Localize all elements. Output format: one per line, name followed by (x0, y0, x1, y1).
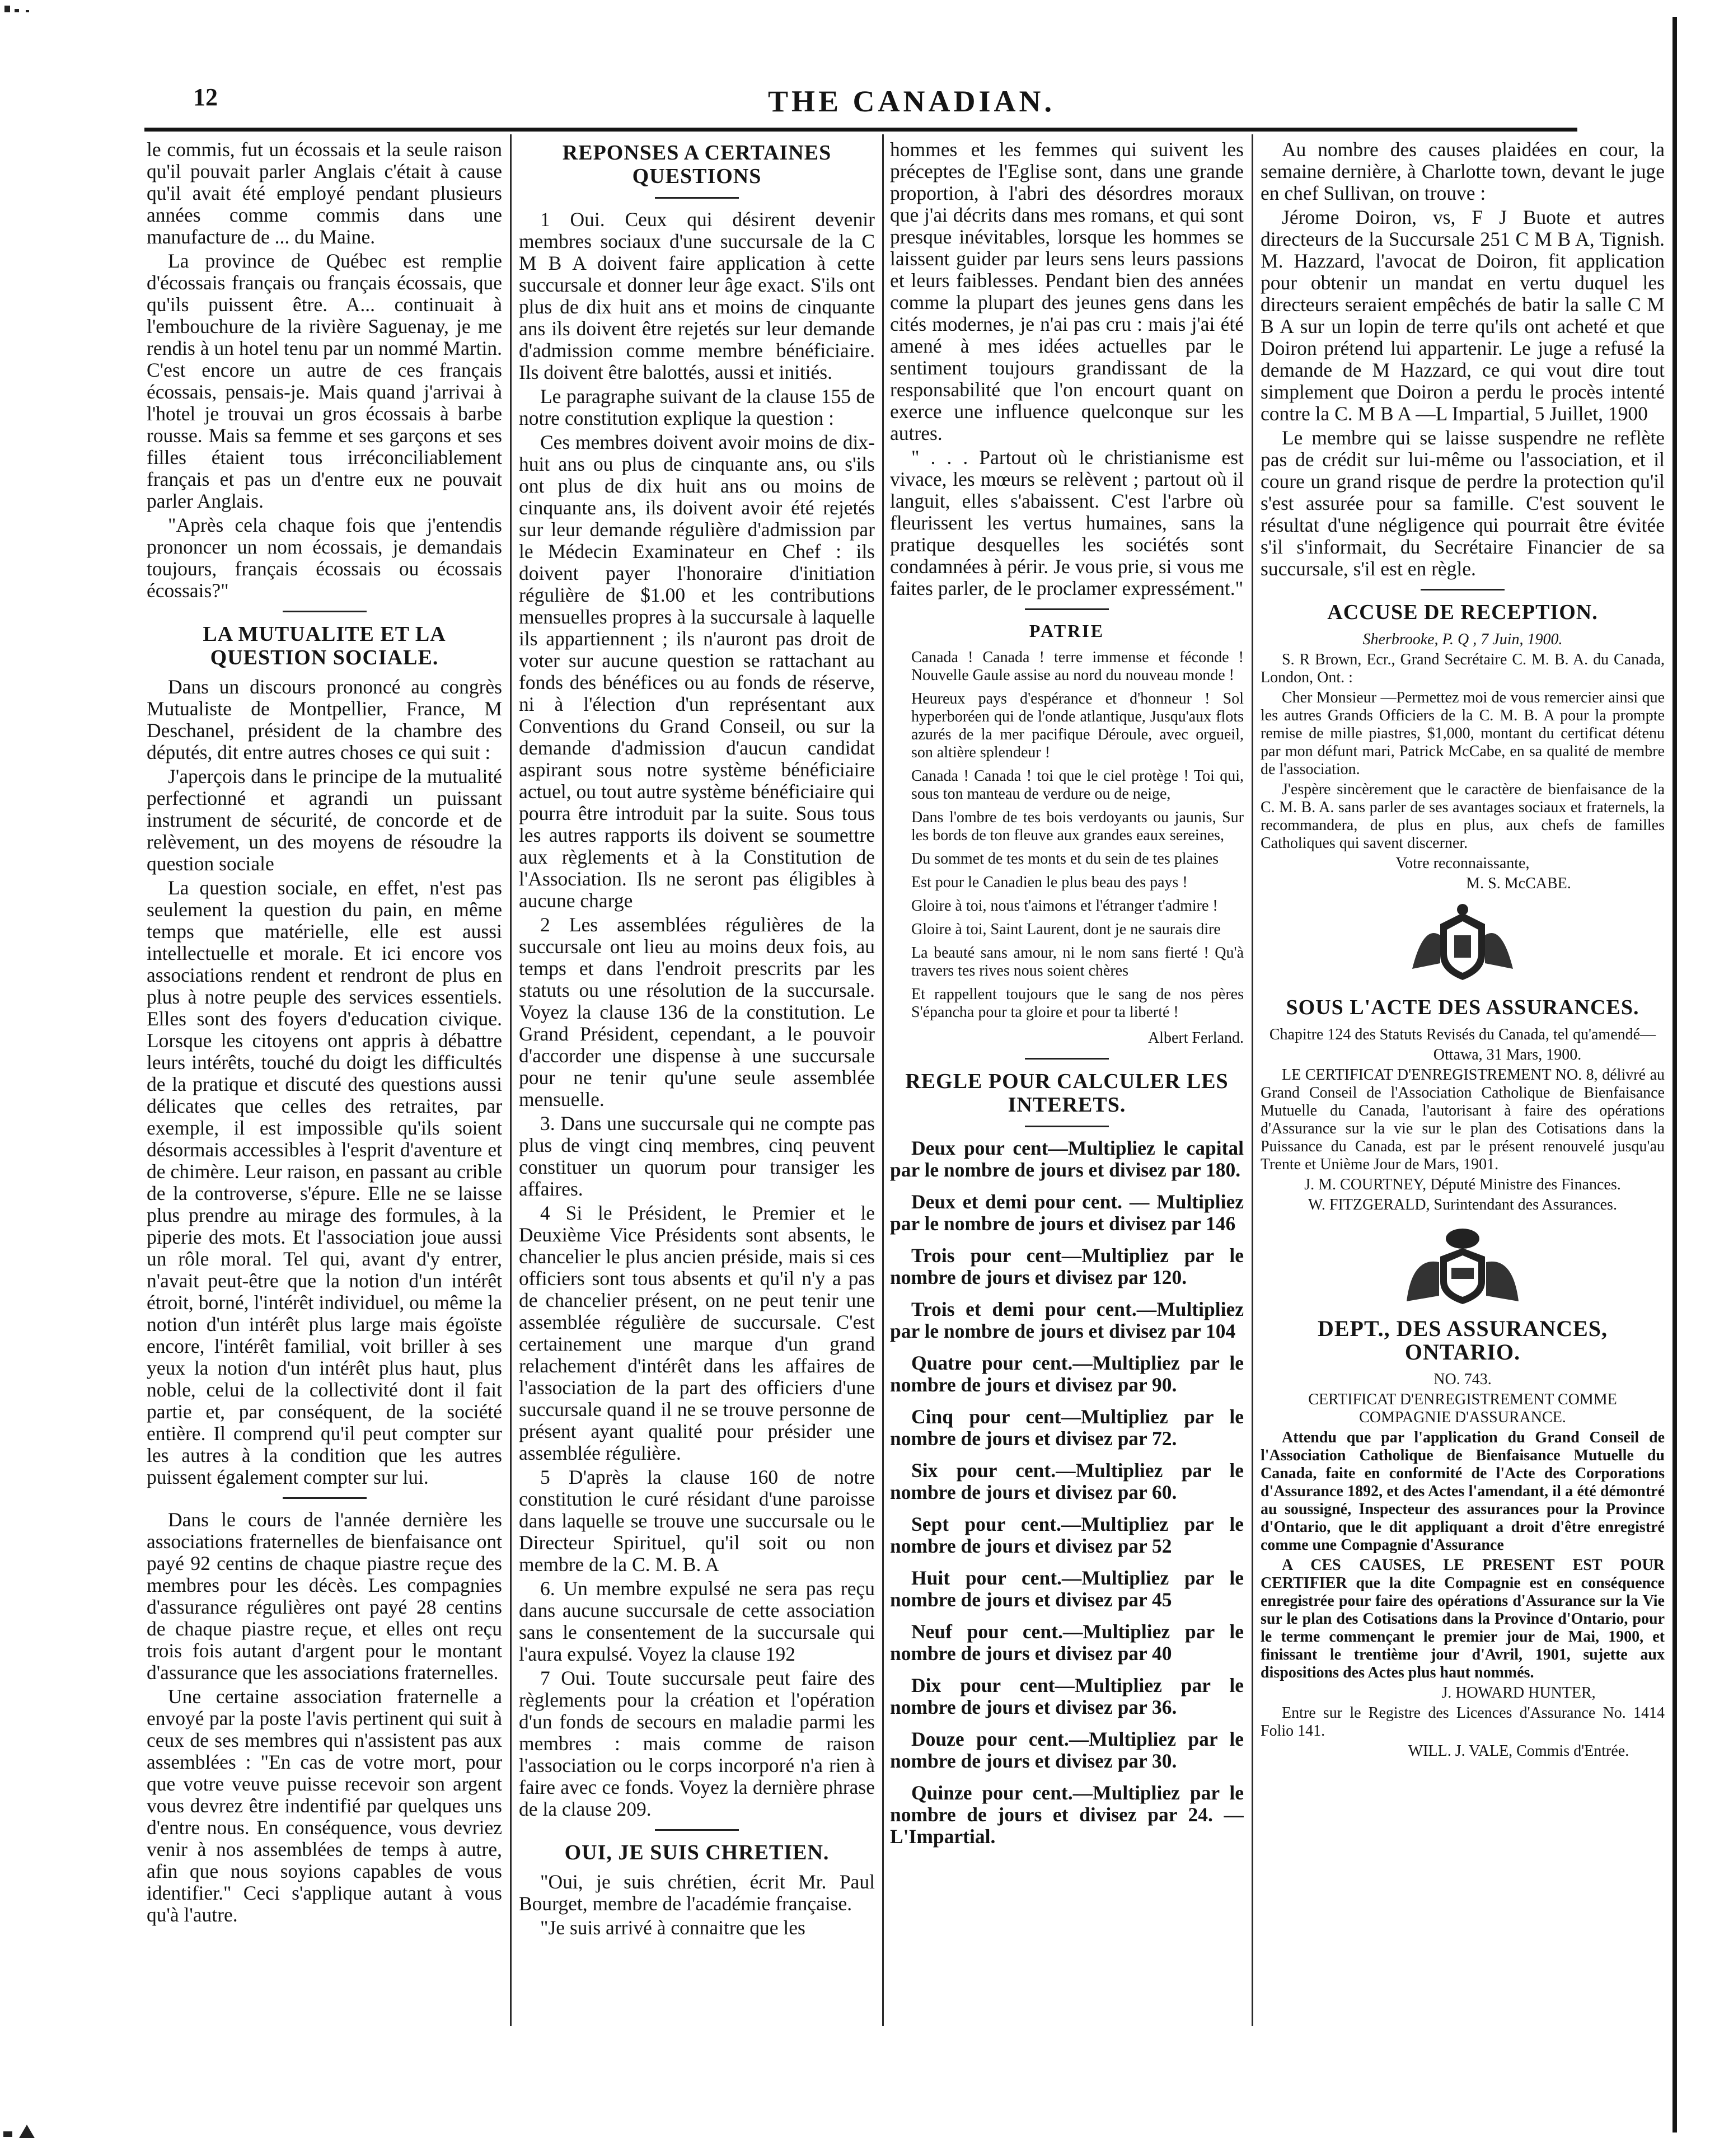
poem (890, 649, 1244, 1049)
interest-rule: Cinq pour cent—Multipliez par le nombre de jours et divisez par 72. (890, 1405, 1244, 1450)
col2-paragraph: 2 Les assemblées régulières de la succursale ont lieu au moins deux fois, au temps et dans l'endroit prescrits par les statuts ou une résolution de la succursale. Voyez la clause 136 de la constitution. Le Grand Président, cependant, a le pouvoir d'accorder une dispense à une succursale pour ne tenir qu'une seule assemblée mensuelle. (519, 913, 875, 1110)
act-date: Ottawa, 31 Mars, 1900. (1433, 1046, 1582, 1063)
separator (283, 1497, 367, 1499)
col1-paragraph: La province de Québec est remplie d'écossais français ou français écossais, que qu'ils puissent être. A... continuait à l'embouchure de la rivière Saguenay, je me rendis à un hotel tenu par un nommé Martin. C'est encore un autre de ces français écossais, pensais-je. Mais quand j'arrivai à l'hotel je trouvai un gros écossais à barbe rousse. Mais sa femme et ses garçons et ses filles étaient tous irréconciliablement français et pas un d'entre eux ne pouvait parler Anglais. (147, 250, 502, 512)
masthead-title: THE CANADIAN. (768, 85, 1056, 118)
act-subtitle: Chapitre 124 des Statuts Revisés du Canada, tel qu'amendé— (1269, 1026, 1656, 1043)
col2-paragraph: Ces membres doivent avoir moins de dix-huit ans ou plus de cinquante ans, ou s'ils ont plus de dix huit ans ou moins de cinquante ans, ils doivent avoir été rejetés sur leur demande régulière d'admission par le Médecin Examinateur en Chef : ils doivent payer l'honoraire d'initiation régulière de $1.00 et les contributions mensuelles propres à la succursale à laquelle ils appartiennent ; ils n'auront pas droit de voter sur aucune question se rattachant au fonds des bénéfices ou au fonds de réserve, ni à l'élection d'un représentant aux Conventions du Grand Conseil, ou sur la demande d'admission d'aucun candidat aspirant sous notre système bénéficiaire actuel, ou tout autre système bénéficiaire qui pourra être introduit par la suite. Sous tous les autres rapports ils doivent se soumettre aux règlements et à la Constitution de l'Association. Ils ne seront pas éligibles à aucune charge (519, 431, 875, 912)
certificate-signature-1: J. HOWARD HUNTER, (1441, 1684, 1596, 1702)
interest-rule: Deux pour cent—Multipliez le capital par le nombre de jours et divisez par 180. (890, 1137, 1244, 1181)
act-signature-1: J. M. COURTNEY, Député Ministre des Finances. (1304, 1176, 1621, 1193)
col2-paragraph: "Je suis arrivé à connaitre que les (540, 1916, 805, 1939)
interest-rule: Douze pour cent.—Multipliez par le nombre de jours et divisez par 30. (890, 1728, 1244, 1772)
poem-stanza: Est pour le Canadien le plus beau des pays ! (911, 874, 1188, 891)
col1-paragraph: "Après cela chaque fois que j'entendis prononcer un nom écossais, je demandais toujours, français écossais ou écossais écossais?" (147, 514, 502, 602)
article-heading-interets: REGLE POUR CALCULER LES INTERETS. (905, 1070, 1229, 1117)
col2-paragraph: 3. Dans une succursale qui ne compte pas plus de vingt cinq membres, cinq peuvent constituer un quorum pour transiger les affaires. (519, 1112, 875, 1200)
column-4 (1261, 139, 1665, 2042)
article-heading-chretien: OUI, JE SUIS CHRETIEN. (564, 1841, 830, 1864)
letter-signature: M. S. McCABE. (1466, 875, 1571, 892)
certificate-signature-2: WILL. J. VALE, Commis d'Entrée. (1408, 1742, 1629, 1760)
poem-stanza: Dans l'ombre de tes bois verdoyants ou jaunis, Sur les bords de ton fleuve aux grandes eaux sereines, (911, 809, 1244, 844)
letter-addressee: S. R Brown, Ecr., Grand Secrétaire C. M. B. A. du Canada, London, Ont. : (1261, 651, 1665, 686)
col1-paragraph: Dans le cours de l'année dernière les associations fraternelles de bienfaisance ont payé 92 centins de chaque piastre reçue des membres pour les décès. Les compagnies d'assurance régulières ont payé 28 centins de chaque piastre reçue, et elles ont reçu trois fois autant d'argent pour le montant d'assurance que les associations fraternelles. (147, 1508, 502, 1684)
scan-mark-top-left (3, 3, 37, 20)
certificate-paragraph: Attendu que par l'application du Grand Conseil de l'Association Catholique de Bienfaisance Mutuelle du Canada, faite en conformité de l'Acte des Corporations d'Assurance 1892, et des Actes l'amendant, il a été démontré au soussigné, Inspecteur des assurances pour la Province d'Ontario, que le dit appliquant a droit d'être enregistré comme une Compagnie d'Assurance (1261, 1429, 1665, 1554)
col2-paragraph: 6. Un membre expulsé ne sera pas reçu dans aucune succursale de cette association sans le consentement de la succursale qui l'aura expulsé. Voyez la clause 192 (519, 1577, 875, 1665)
article-heading-mutualite: LA MUTUALITE ET LA QUESTION SOCIALE. (203, 622, 446, 669)
certificate-paragraph: A CES CAUSES, LE PRESENT EST POUR CERTIFIER que la dite Compagnie est en conséquence enregistrée pour faire des opérations d'Assurance sur la Vie sur le plan des Cotisations dans la Province d'Ontario, pour le terme commençant le premier jour de Mai, 1900, et finissant le trentième jour d'Avril, 1901, sujette aux dispositions des Actes plus haut nommés. (1261, 1557, 1665, 1681)
interest-rule: Trois pour cent—Multipliez par le nombre de jours et divisez par 120. (890, 1244, 1244, 1288)
act-signature-2: W. FITZGERALD, Surintendant des Assurances. (1308, 1196, 1617, 1213)
separator (655, 197, 739, 199)
separator (1421, 589, 1505, 590)
poem-stanza: La beauté sans amour, ni le nom sans fierté ! Qu'à travers tes rives nous soient chères (911, 944, 1244, 979)
separator (1025, 1126, 1109, 1127)
insurance-act-notice (1261, 1026, 1665, 1214)
col2-paragraph: 7 Oui. Toute succursale peut faire des règlements pour la création et l'opération d'un fonds de secours en maladie parmi les membres : mais comme de raison l'association ou le corps incorporé n'a rien à faire avec ce fonds. Voyez la dernière phrase de la clause 209. (519, 1667, 875, 1820)
letter-paragraph: Cher Monsieur —Permettez moi de vous remercier ainsi que les autres Grands Officiers de la C. M. B. A pour la prompte remise de mille piastres, $1,000, montant du certificat détenu par mon défunt mari, Patrick McCabe, en sa qualité de membre de l'association. (1261, 689, 1665, 778)
interest-rule: Sept pour cent.—Multipliez par le nombre de jours et divisez par 52 (890, 1513, 1244, 1557)
certificate-title: CERTIFICAT D'ENREGISTREMENT COMME COMPAGNIE D'ASSURANCE. (1308, 1391, 1617, 1426)
interest-rule: Quinze pour cent.—Multipliez par le nombre de jours et divisez par 24. — L'Impartial. (890, 1782, 1244, 1848)
page-number: 12 (193, 83, 218, 111)
ontario-certificate (1261, 1371, 1665, 1760)
right-edge-rule (1672, 17, 1677, 2132)
poem-stanza: Du sommet de tes monts et du sein de tes plaines (911, 850, 1219, 868)
certificate-registration: Entre sur le Registre des Licences d'Assurance No. 1414 Folio 141. (1261, 1704, 1665, 1740)
col3-paragraph: " . . . Partout où le christianisme est vivace, les mœurs se relèvent ; partout où il languit, elles s'abaissent. C'est l'arbre où fleurissent les vertus humaines, sans la pratique desquelles les sociétés sont condamnées à périr. Je vous prie, si vous me faites parler, de le proclamer expressément." (890, 446, 1244, 599)
ontario-coat-of-arms-emblem (1395, 1223, 1530, 1307)
separator (283, 611, 367, 612)
col1-paragraph: Dans un discours prononcé au congrès Mutualiste de Montpellier, France, M Deschanel, président de la chambre des députés, dit entre autres choses ce qui suit : (147, 676, 502, 763)
column-rule-3 (1252, 134, 1253, 2026)
interest-rule: Huit pour cent.—Multipliez par le nombre de jours et divisez par 45 (890, 1567, 1244, 1611)
poem-stanza: Heureux pays d'espérance et d'honneur ! Sol hyperboréen qui de l'onde atlantique, Jusqu'aux flots azurés de la mer pacifique Déroule, avec orgueil, son altière splendeur ! (911, 690, 1244, 761)
col4-paragraph: Au nombre des causes plaidées en cour, la semaine dernière, à Charlotte town, devant le juge en chef Sullivan, on trouve : (1261, 139, 1665, 204)
interest-rule: Dix pour cent—Multipliez par le nombre de jours et divisez par 36. (890, 1674, 1244, 1718)
poem-stanza: Canada ! Canada ! terre immense et féconde ! Nouvelle Gaule assise au nord du nouveau monde ! (911, 649, 1244, 684)
header-rule (144, 128, 1577, 132)
separator (1025, 1058, 1109, 1060)
interest-rule: Six pour cent.—Multipliez par le nombre de jours et divisez par 60. (890, 1459, 1244, 1503)
col2-paragraph: 4 Si le Président, le Premier et le Deuxième Vice Présidents sont absents, le chancelier le plus ancien préside, mais si ces officiers sont tous absents et qu'il n'y a pas de chancelier présent, on ne peut tenir une assemblée régulière de succursale. C'est certainement une marque d'un grand relachement d'intérêt dans les affaires de l'association de la part des officiers d'une succursale quand il ne se trouve personne de présent ayant qualité pour présider une assemblée régulière. (519, 1202, 875, 1464)
poem-title: PATRIE (1029, 621, 1105, 641)
col1-paragraph: La question sociale, en effet, n'est pas seulement la question du pain, en même temps que matérielle, elle est aussi intellectuelle et morale. Et ici encore vos associations rendent et rendront de plus en plus à notre peuple des services essentiels. Elles sont des foyers d'education civique. Lorsque les citoyens ont appris à débattre leurs intérêts, touché du doigt les difficultés de la pratique et discuté des questions aussi délicates que celles des retraites, par exemple, il est impossible qu'ils soient désormais accessibles à l'esprit d'aventure et de chimère. Leur raison, en passant au crible de la controverse, s'épure. Elle ne se laisse plus prendre au mirage des formules, à la piperie des mots. Et l'association joue aussi un rôle moral. Tel qui, avant d'y entrer, n'avait peut-être que la notion d'un intérêt étroit, borné, l'intérêt individuel, ou même la notion d'un intérêt plus large mais égoïste encore, l'intérêt familial, voit briller à ses yeux la notion d'un intérêt plus haut, plus noble, celui de la collectivité dont il fait partie et, par conséquent, de la société entière. Il comprend qu'il peut compter sur les autres à la condition que les autres puissent également compter sur lui. (147, 877, 502, 1488)
col2-paragraph: 5 D'après la clause 160 de notre constitution le curé résidant d'une paroisse dans laquelle se trouve une succursale ou le Directeur Spirituel, qu'il soit ou non membre de la C. M. B. A (519, 1466, 875, 1576)
interest-rule: Quatre pour cent.—Multipliez par le nombre de jours et divisez par 90. (890, 1352, 1244, 1396)
poem-signature: Albert Ferland. (1147, 1029, 1244, 1047)
interest-rule: Neuf pour cent.—Multipliez par le nombre de jours et divisez par 40 (890, 1620, 1244, 1665)
coat-of-arms-emblem (1401, 902, 1524, 986)
letter-paragraph: J'espère sincèrement que le caractère de bienfaisance de la C. M. B. A. sans parler de ses avantages sociaux et fraternels, la recommandera, de plus en plus, aux chefs de familles Catholiques qui savent discerner. (1261, 781, 1665, 852)
col4-paragraph: Le membre qui se laisse suspendre ne reflète pas de crédit sur lui-même ou l'association, et il coure un grand risque de perdre la protection qu'il s'est assurée pour sa famille. C'est souvent le résultat d'une négligence qui pourrait être évitée s'il s'informait, du Secrétaire Financier de sa succursale, s'il est en règle. (1261, 426, 1665, 580)
letter-close: Votre reconnaissante, (1395, 855, 1530, 872)
letter-dateline: Sherbrooke, P. Q , 7 Juin, 1900. (1362, 631, 1563, 648)
col1-paragraph: Une certaine association fraternelle a envoyé par la poste l'avis pertinent qui suit à ceux de ses membres qui n'assistent pas aux assemblées : "En cas de votre mort, pour que votre veuve puisse recevoir son argent vous devrez être indentifié par quelques uns d'entre nous. En conséquence, vous devriez venir à nos assemblées de temps à autre, afin que nous soyions capables de vous identifier." Ceci s'applique autant à vous qu'à l'autre. (147, 1685, 502, 1926)
article-heading-accuse: ACCUSE DE RECEPTION. (1327, 601, 1598, 624)
certificate-number: NO. 743. (1433, 1371, 1492, 1388)
article-heading-assurances: SOUS L'ACTE DES ASSURANCES. (1286, 996, 1639, 1019)
interest-rule: Trois et demi pour cent.—Multipliez par le nombre de jours et divisez par 104 (890, 1298, 1244, 1342)
article-heading-reponses: REPONSES A CERTAINES QUESTIONS (562, 141, 832, 188)
poem-stanza: Canada ! Canada ! toi que le ciel protège ! Toi qui, sous ton manteau de verdure ou de neige, (911, 767, 1244, 803)
interest-rule: Deux et demi pour cent. — Multipliez par le nombre de jours et divisez par 146 (890, 1191, 1244, 1235)
separator (655, 1829, 739, 1831)
col1-paragraph: J'aperçois dans le principe de la mutualité perfectionné et agrandi un puissant instrument de sécurité, de concorde et de relèvement, un des moyens de résoudre la question sociale (147, 765, 502, 875)
col2-paragraph: Le paragraphe suivant de la clause 155 de notre constitution explique la question : (519, 385, 875, 429)
scan-mark-bottom-left (2, 2121, 47, 2144)
col2-paragraph: "Oui, je suis chrétien, écrit Mr. Paul Bourget, membre de l'académie française. (519, 1871, 875, 1915)
separator (1025, 608, 1109, 610)
col1-paragraph: le commis, fut un écossais et la seule raison qu'il pouvait parler Anglais c'était à cause qu'il avait été employé pendant plusieurs années comme commis dans une manufacture de ... du Maine. (147, 139, 502, 248)
col3-paragraph: hommes et les femmes qui suivent les préceptes de l'Eglise sont, dans une grande proportion, à l'abri des désordres moraux que j'ai décrits dans mes romans, et qui sont presque inévitables, lorsque les hommes se laissent guider par leurs sens leurs passions et leurs faiblesses. Pendant bien des années comme la plupart des jeunes gens dans les cités modernes, je n'ai pas cru : mais j'ai été amené à mes idées actuelles par le sentiment toujours grandissant de la responsabilité que l'on encourt quant on exerce une influence quelconque sur les autres. (890, 139, 1244, 444)
poem-stanza: Et rappellent toujours que le sang de nos pères S'épancha pour ta gloire et pour ta liberté ! (911, 986, 1244, 1021)
article-heading-ontario: DEPT., DES ASSURANCES, ONTARIO. (1317, 1316, 1608, 1365)
column-rule-1 (510, 134, 512, 2026)
poem-stanza: Gloire à toi, nous t'aimons et l'étranger t'admire ! (911, 897, 1218, 915)
column-2 (519, 139, 875, 2042)
act-body: LE CERTIFICAT D'ENREGISTREMENT NO. 8, délivré au Grand Conseil de l'Association Catholique de Bienfaisance Mutuelle du Canada, l'autorisant à faire des opérations d'Assurance sur la vie sur le plan des Cotisations dans la Puissance du Canada, est par le présent renouvelé jusqu'au Trente et Unième Jour de Mars, 1901. (1261, 1066, 1665, 1173)
column-1 (147, 139, 502, 2042)
column-rule-2 (882, 134, 884, 2026)
poem-stanza: Gloire à toi, Saint Laurent, dont je ne saurais dire (911, 921, 1221, 938)
accuse-letter (1261, 631, 1665, 893)
col2-paragraph: 1 Oui. Ceux qui désirent devenir membres sociaux d'une succursale de la C M B A doivent faire application à cette succursale et donner leur âge exact. S'ils ont plus de dix huit ans et moins de cinquante ans ils doivent être rejetés sur leur demande d'admission comme membre bénéficiaire. Ils doivent être balottés, aussi et initiés. (519, 208, 875, 383)
column-3 (890, 139, 1244, 2042)
col4-paragraph: Jérome Doiron, vs, F J Buote et autres directeurs de la Succursale 251 C M B A, Tignish. M. Hazzard, l'avocat de Doiron, fit application pour obtenir un mandat en vertu duquel les directeurs seraient empêchés de batir la salle C M B A sur un lopin de terre qu'ils ont acheté et que Doiron prétend lui appartenir. Le juge a refusé la demande de M Hazzard, ce qui vout dire tout simplement que Doiron a perdu le procès intenté contre la C. M B A —L Impartial, 5 Juillet, 1900 (1261, 206, 1665, 425)
